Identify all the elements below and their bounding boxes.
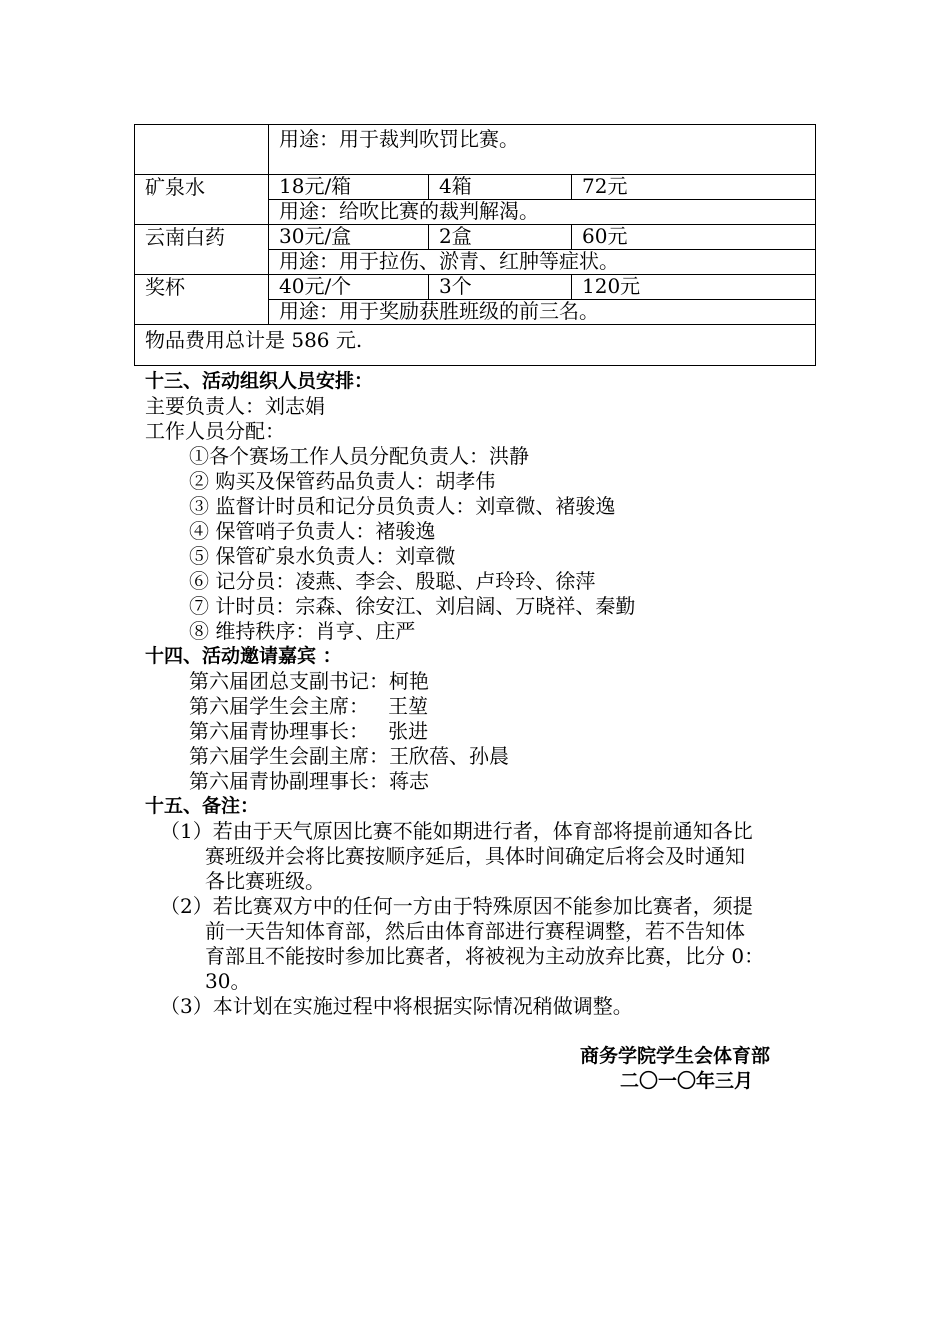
section-15-heading: 十五、备注： xyxy=(145,795,260,817)
note-line: 前一天告知体育部，然后由体育部进行赛程调整，若不告知体 xyxy=(205,919,745,943)
section-13-heading: 十三、活动组织人员安排： xyxy=(145,370,374,392)
staff-item: ③ 监督计时员和记分员负责人：刘章微、褚骏逸 xyxy=(189,494,616,518)
quantity-cell: 4箱 xyxy=(429,175,572,200)
usage-cell: 用途：用于裁判吹罚比赛。 xyxy=(269,125,816,175)
unit-price-cell: 40元/个 xyxy=(269,275,429,300)
guest-item: 第六届学生会副主席：王欣蓓、孙晨 xyxy=(189,744,509,768)
note-line: 赛班级并会将比赛按顺序延后，具体时间确定后将会及时通知 xyxy=(205,844,745,868)
table-row xyxy=(135,275,816,300)
staff-item: ⑤ 保管矿泉水负责人：刘章微 xyxy=(189,544,456,568)
quantity-cell: 3个 xyxy=(429,275,572,300)
subtotal-cell: 120元 xyxy=(572,275,816,300)
section-14-heading: 十四、活动邀请嘉宾 ： xyxy=(145,645,342,667)
expense-table xyxy=(134,124,816,366)
note-line: 30。 xyxy=(205,969,251,993)
guest-item: 第六届团总支副书记：柯艳 xyxy=(189,669,429,693)
subtotal-cell: 72元 xyxy=(572,175,816,200)
staff-item: ④ 保管哨子负责人：褚骏逸 xyxy=(189,519,436,543)
note-line: 各比赛班级。 xyxy=(205,869,325,893)
note-line: （2）若比赛双方中的任何一方由于特殊原因不能参加比赛者，须提 xyxy=(160,894,753,918)
table-row xyxy=(135,175,816,200)
total-cost-cell: 物品费用总计是 586 元. xyxy=(135,325,816,366)
item-name-cell: 矿泉水 xyxy=(135,175,269,225)
staff-item: ⑥ 记分员：凌燕、李会、殷聪、卢玲玲、徐萍 xyxy=(189,569,596,593)
usage-cell: 用途：用于奖励获胜班级的前三名。 xyxy=(269,300,816,325)
staff-item: ⑧ 维持秩序：肖亨、庄严 xyxy=(189,619,416,643)
quantity-cell: 2盒 xyxy=(429,225,572,250)
usage-cell: 用途：给吹比赛的裁判解渴。 xyxy=(269,200,816,225)
staff-item: ⑦ 计时员：宗森、徐安江、刘启阔、万晓祥、秦勤 xyxy=(189,594,636,618)
staff-title: 工作人员分配： xyxy=(145,419,285,443)
item-name-cell xyxy=(135,125,269,175)
item-name-cell: 云南白药 xyxy=(135,225,269,275)
staff-item: ①各个赛场工作人员分配负责人：洪静 xyxy=(189,444,529,468)
note-line: 育部且不能按时参加比赛者，将被视为主动放弃比赛，比分 0： xyxy=(205,944,765,968)
staff-item: ② 购买及保管药品负责人：胡孝伟 xyxy=(189,469,496,493)
guest-item: 第六届学生会主席： 王堃 xyxy=(189,694,429,718)
note-line: （3）本计划在实施过程中将根据实际情况稍做调整。 xyxy=(160,994,633,1018)
guest-item: 第六届青协理事长： 张进 xyxy=(189,719,429,743)
usage-cell: 用途：用于拉伤、淤青、红肿等症状。 xyxy=(269,250,816,275)
unit-price-cell: 18元/箱 xyxy=(269,175,429,200)
lead-person: 主要负责人：刘志娟 xyxy=(145,394,325,418)
signature-org: 商务学院学生会体育部 xyxy=(580,1045,771,1067)
table-row xyxy=(135,225,816,250)
signature-date: 二〇一〇年三月 xyxy=(620,1070,754,1092)
table-row xyxy=(135,325,816,366)
table-row xyxy=(135,125,816,175)
subtotal-cell: 60元 xyxy=(572,225,816,250)
guest-item: 第六届青协副理事长：蒋志 xyxy=(189,769,429,793)
item-name-cell: 奖杯 xyxy=(135,275,269,325)
unit-price-cell: 30元/盒 xyxy=(269,225,429,250)
note-line: （1）若由于天气原因比赛不能如期进行者，体育部将提前通知各比 xyxy=(160,819,753,843)
